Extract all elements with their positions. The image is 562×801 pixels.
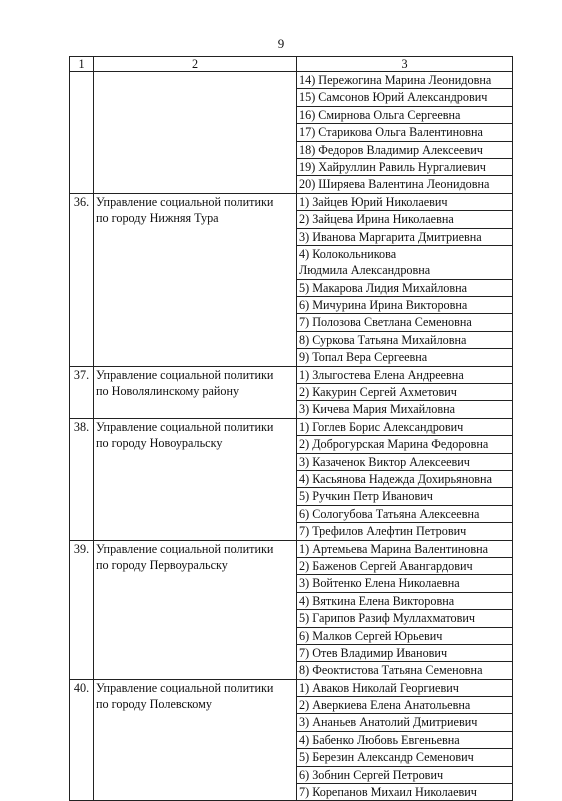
member-name: 7) Корепанов Михаил Николаевич — [299, 785, 477, 800]
member-name: 4) Касьянова Надежда Дохирьяновна — [297, 471, 512, 488]
member-name: 2) Аверкиева Елена Анатольевна — [297, 697, 512, 714]
department-name-line: по городу Новоуральску — [96, 436, 223, 451]
member-name: 8) Феоктистова Татьяна Семеновна — [299, 663, 483, 678]
members-cell — [297, 193, 513, 366]
member-name: 1) Артемьева Марина Валентиновна — [297, 541, 512, 558]
table-row — [70, 72, 513, 194]
member-name: 5) Ручкин Петр Иванович — [297, 488, 512, 505]
member-name: 6) Мичурина Ирина Викторовна — [297, 297, 512, 314]
member-name: 18) Федоров Владимир Алексеевич — [297, 142, 512, 159]
member-name: 2) Баженов Сергей Авангардович — [297, 558, 512, 575]
department-name-line: Управление социальной политики — [96, 419, 274, 434]
member-name: 19) Хайруллин Равиль Нургалиевич — [297, 159, 512, 176]
member-name: 1) Злыгостева Елена Андреевна — [297, 367, 512, 384]
members-cell — [297, 366, 513, 418]
row-number — [70, 72, 94, 194]
member-name: 5) Березин Александр Семенович — [297, 749, 512, 766]
member-name: 3) Казаченок Виктор Алексеевич — [297, 454, 512, 471]
member-name: 6) Зобнин Сергей Петрович — [297, 767, 512, 784]
member-name: 7) Отев Владимир Иванович — [297, 645, 512, 662]
member-name: 14) Пережогина Марина Леонидовна — [297, 72, 512, 89]
member-name: 3) Кичева Мария Михайловна — [299, 402, 456, 417]
row-number: 40. — [70, 679, 94, 801]
row-number: 39. — [70, 540, 94, 679]
members-table — [69, 56, 513, 801]
member-name: 8) Суркова Татьяна Михайловна — [297, 332, 512, 349]
member-name: 7) Полозова Светлана Семеновна — [297, 314, 512, 331]
member-name: 6) Малков Сергей Юрьевич — [297, 628, 512, 645]
table-header-row — [70, 57, 513, 72]
department-name-line: по городу Нижняя Тура — [96, 211, 219, 226]
department-name-line: по Новолялинскому району — [96, 384, 240, 399]
column-header-members: 3 — [297, 57, 513, 72]
members-cell — [297, 418, 513, 540]
member-name: 3) Войтенко Елена Николаевна — [297, 575, 512, 592]
member-name: 2) Доброгурская Марина Федоровна — [297, 436, 512, 453]
department-name-line: по городу Первоуральску — [96, 557, 228, 572]
department-cell — [94, 679, 297, 801]
member-name: Людмила Александровна — [297, 262, 512, 279]
department-name-line: Управление социальной политики — [96, 680, 274, 695]
member-name: 4) Вяткина Елена Викторовна — [297, 593, 512, 610]
member-name: 5) Гарипов Разиф Муллахматович — [297, 610, 512, 627]
table-row — [70, 540, 513, 679]
table-row — [70, 679, 513, 801]
department-cell — [94, 540, 297, 679]
members-cell — [297, 72, 513, 194]
department-name-line: Управление социальной политики — [96, 541, 274, 556]
member-name: 20) Ширяева Валентина Леонидовна — [299, 177, 490, 192]
table-row — [70, 193, 513, 366]
member-name: 17) Старикова Ольга Валентиновна — [297, 124, 512, 141]
member-name: 2) Зайцева Ирина Николаевна — [297, 211, 512, 228]
member-name: 3) Иванова Маргарита Дмитриевна — [297, 229, 512, 246]
department-cell — [94, 366, 297, 418]
department-cell — [94, 72, 297, 194]
member-name: 3) Ананьев Анатолий Дмитриевич — [297, 714, 512, 731]
page-number: 9 — [277, 36, 285, 51]
department-name-line: Управление социальной политики — [96, 367, 274, 382]
member-name: 4) Бабенко Любовь Евгеньевна — [297, 732, 512, 749]
member-name: 1) Зайцев Юрий Николаевич — [297, 194, 512, 211]
member-name: 6) Сологубова Татьяна Алексеевна — [297, 506, 512, 523]
table-row — [70, 418, 513, 540]
members-cell — [297, 679, 513, 801]
member-name: 15) Самсонов Юрий Александрович — [297, 89, 512, 106]
member-name: 16) Смирнова Ольга Сергеевна — [297, 107, 512, 124]
member-name: 9) Топал Вера Сергеевна — [299, 350, 428, 365]
department-cell — [94, 418, 297, 540]
member-name: 4) Колокольникова — [299, 246, 397, 261]
row-number: 38. — [70, 418, 94, 540]
department-name-line: Управление социальной политики — [96, 194, 274, 209]
row-number: 37. — [70, 366, 94, 418]
column-header-number: 1 — [70, 57, 94, 72]
department-cell — [94, 193, 297, 366]
members-cell — [297, 540, 513, 679]
table-row — [70, 366, 513, 418]
member-name: 7) Трефилов Алефтин Петрович — [299, 524, 467, 539]
member-name: 5) Макарова Лидия Михайловна — [297, 280, 512, 297]
member-name: 1) Аваков Николай Георгиевич — [297, 680, 512, 697]
department-name-line: по городу Полевскому — [96, 697, 212, 712]
member-name: 2) Какурин Сергей Ахметович — [297, 384, 512, 401]
column-header-department: 2 — [94, 57, 297, 72]
member-name: 1) Гоглев Борис Александрович — [297, 419, 512, 436]
row-number: 36. — [70, 193, 94, 366]
